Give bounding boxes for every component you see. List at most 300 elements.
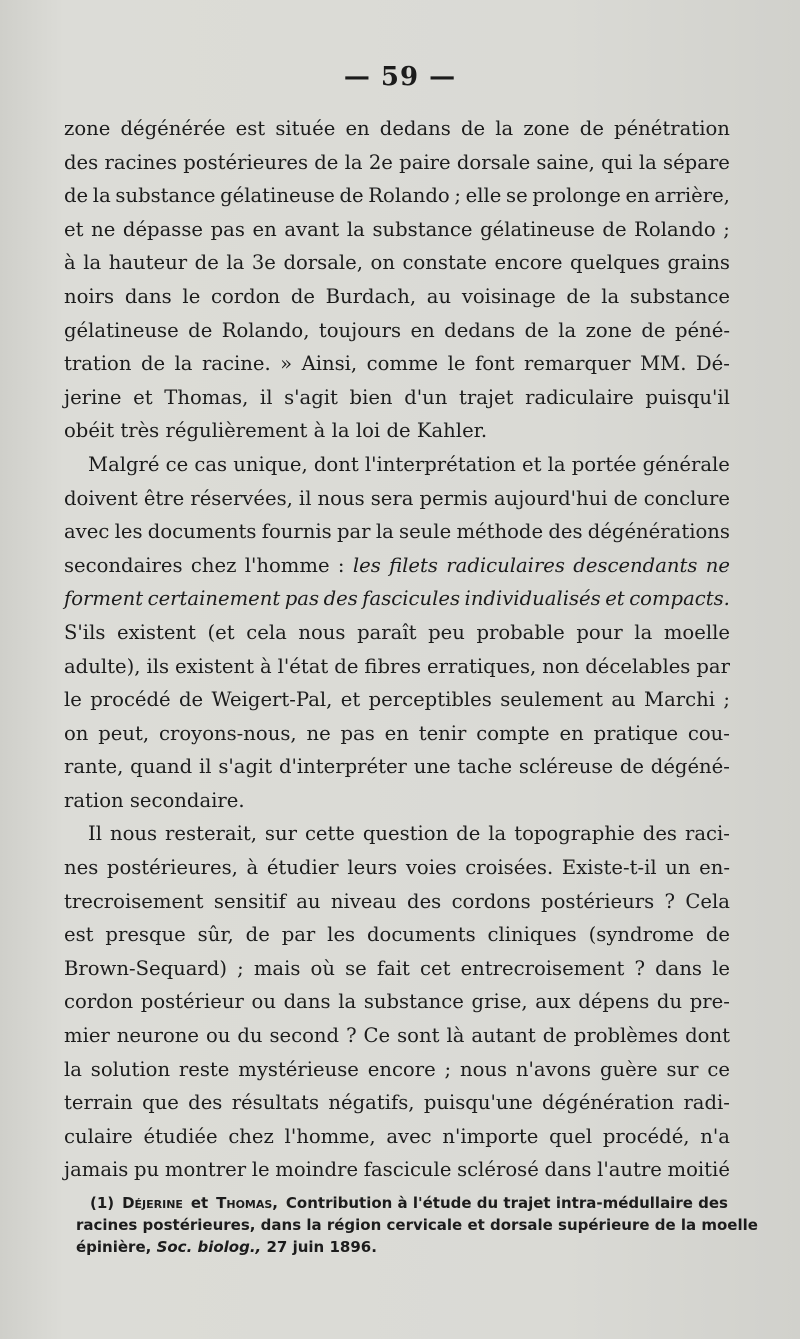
word: pénétration [614, 117, 730, 140]
word: la [344, 150, 363, 174]
word: individualisés [464, 587, 601, 611]
word: fascicule [363, 1158, 452, 1182]
word: fascicules [362, 587, 461, 611]
word: adulte), [64, 654, 141, 678]
word: unique, [233, 452, 308, 476]
word: dépens [578, 990, 650, 1014]
word: mystérieuse [238, 1057, 359, 1081]
text-line [64, 482, 730, 516]
word: les [352, 553, 381, 577]
word: zone [64, 117, 111, 140]
word: probable [476, 620, 565, 644]
word: tenir [418, 721, 467, 745]
word: question [362, 822, 449, 846]
text-line [64, 952, 730, 986]
word: substance [115, 184, 216, 208]
text-line [64, 213, 730, 247]
word: quelques [570, 251, 660, 275]
word: l'autre [597, 1158, 662, 1182]
word: au [611, 688, 636, 712]
word: le [64, 688, 82, 712]
word: de [386, 419, 411, 443]
word: là [446, 1024, 465, 1048]
text-line [64, 750, 730, 784]
word: conclure [643, 486, 730, 510]
word: au [296, 889, 321, 913]
text-line [64, 784, 730, 818]
word: un [665, 856, 691, 880]
word: secondaire. [129, 788, 245, 812]
word: guère [599, 1057, 658, 1081]
word: sûr, [197, 923, 234, 947]
word: du [237, 1024, 263, 1048]
word: au [426, 284, 452, 308]
word: documents [147, 520, 257, 544]
word: dégénération [542, 1091, 675, 1115]
word: avec [386, 1124, 432, 1148]
word: la [634, 620, 653, 644]
word: croisées. [465, 856, 554, 880]
text-line [64, 347, 730, 381]
word: cet [420, 956, 451, 980]
word: de [460, 117, 486, 140]
word: ration [64, 788, 124, 812]
word: dans [283, 990, 331, 1014]
word: croyons-nous, [158, 721, 297, 745]
word: de [194, 251, 219, 275]
word: tache [457, 755, 513, 779]
word: resterait, [165, 822, 257, 846]
footnote [76, 1192, 758, 1258]
word: la [601, 284, 620, 308]
word: neurone [116, 1024, 199, 1048]
word: Malgré [88, 452, 160, 476]
word: la [547, 452, 566, 476]
text-line [64, 1153, 730, 1187]
text-line [64, 985, 730, 1019]
word: arrière, [654, 184, 730, 208]
word: dégéné- [650, 755, 730, 779]
word: paire [399, 150, 451, 174]
word: ou [251, 990, 276, 1014]
word: elle [465, 184, 502, 208]
text-line [64, 885, 730, 919]
word: procédé [90, 688, 171, 712]
word: d'interpréter [278, 755, 407, 779]
footnote-text-3a: épinière, [76, 1238, 152, 1256]
word: toujours [318, 318, 402, 342]
word: jamais [64, 1158, 129, 1182]
text-line [64, 448, 730, 482]
footnote-author-2: Thomas, [216, 1194, 278, 1212]
word: voisinage [461, 284, 556, 308]
word: chez [228, 1124, 274, 1148]
text-line [64, 179, 730, 213]
word: grise, [471, 990, 528, 1014]
footnote-marker: (1) [90, 1194, 115, 1212]
word: racine. [201, 352, 271, 376]
word: s'agit [218, 755, 273, 779]
word: seule [399, 520, 452, 544]
word: à [259, 654, 272, 678]
word: puisqu'il [645, 385, 730, 409]
word: ce [707, 1057, 730, 1081]
word: ils [146, 654, 170, 678]
word: la [558, 318, 577, 342]
word: et [64, 217, 84, 241]
word: fibres [364, 654, 422, 678]
word: cela [246, 620, 287, 644]
word: (syndrome [588, 923, 694, 947]
word: niveau [330, 889, 397, 913]
word: : [337, 553, 345, 577]
word: nous [109, 822, 158, 846]
word: de [339, 184, 364, 208]
footnote-line-2 [76, 1214, 758, 1236]
word: aux [535, 990, 571, 1014]
word: sont [397, 1024, 440, 1048]
word: saine, [536, 150, 595, 174]
word: gélatineuse [480, 217, 595, 241]
footnote-text-2: racines postérieures, dans la région cervicale et dorsale supérieure de la moelle [76, 1216, 758, 1234]
word: pu [134, 1158, 160, 1182]
word: ? [664, 889, 676, 913]
text-line [64, 683, 730, 717]
word: de [524, 318, 549, 342]
text-line [64, 1019, 730, 1053]
word: des [548, 520, 583, 544]
word: racines [104, 150, 178, 174]
word: substance [372, 217, 473, 241]
word: ; [723, 688, 730, 712]
word: la [488, 822, 507, 846]
word: sera [370, 486, 414, 510]
text-line [64, 515, 730, 549]
word: trecroisement [64, 889, 204, 913]
text-line [64, 414, 730, 448]
word: dont [313, 452, 359, 476]
word: dont [685, 1024, 730, 1048]
word: de [619, 755, 644, 779]
word: du [656, 990, 683, 1014]
text-line [64, 616, 730, 650]
word: Burdach, [325, 284, 417, 308]
word: Marchi [644, 688, 716, 712]
word: de [579, 117, 604, 140]
word: puisqu'une [423, 1091, 533, 1115]
word: résultats [231, 1091, 320, 1115]
word: ce [165, 452, 189, 476]
word: comme [366, 352, 439, 376]
word: péné- [674, 318, 730, 342]
word: décelables [585, 654, 691, 678]
word: de [314, 150, 339, 174]
word: dépasse [122, 217, 203, 241]
word: cordon [211, 284, 281, 308]
word: est [235, 117, 266, 140]
word: quel [549, 1124, 593, 1148]
word: Dé- [695, 352, 730, 376]
word: 2e [368, 150, 393, 174]
word: cette [304, 822, 355, 846]
word: de [188, 318, 213, 342]
word: fournis [261, 520, 332, 544]
word: zone [523, 117, 570, 140]
word: moitié [667, 1158, 730, 1182]
word: il [259, 385, 273, 409]
word: la [346, 217, 365, 241]
word: dégénérations [587, 520, 730, 544]
word: la [92, 184, 111, 208]
word: il [198, 755, 212, 779]
word: pre- [689, 990, 730, 1014]
word: étudier [266, 856, 339, 880]
word: mier [64, 1024, 110, 1048]
word: ne [306, 721, 331, 745]
word: rante, [64, 755, 124, 779]
word: Rolando, [221, 318, 310, 342]
word: Kahler. [416, 419, 488, 443]
word: dorsale [456, 150, 531, 174]
word: l'état [277, 654, 329, 678]
word: se [506, 184, 528, 208]
word: de [245, 923, 270, 947]
text-line [64, 246, 730, 280]
word: le [712, 956, 730, 980]
text-line [64, 146, 730, 180]
word: que [142, 1091, 179, 1115]
word: nes [64, 856, 99, 880]
word: » [280, 352, 293, 376]
word: compte [476, 721, 550, 745]
word: sensitif [213, 889, 286, 913]
word: l'homme [244, 553, 330, 577]
word: de [705, 923, 730, 947]
word: postérieures [183, 150, 308, 174]
word: de [613, 486, 638, 510]
word: être [143, 486, 185, 510]
word: de [602, 217, 627, 241]
word: Cela [685, 889, 730, 913]
word: Ainsi, [301, 352, 358, 376]
footnote-title: Contribution à l'étude du trajet intra-médullaire des [285, 1194, 728, 1212]
word: constate [402, 251, 487, 275]
word: ne [705, 553, 730, 577]
word: dedans [379, 117, 451, 140]
word: est [64, 923, 94, 947]
text-line [64, 918, 730, 952]
word: le [182, 284, 201, 308]
word: noirs [64, 284, 115, 308]
word: culaire [64, 1124, 133, 1148]
word: d'un [404, 385, 448, 409]
word: dégénérée [120, 117, 226, 140]
word: de [64, 184, 89, 208]
word: 3e [251, 251, 276, 275]
word: seulement [500, 688, 603, 712]
word: ? [634, 956, 645, 980]
text-line [64, 1120, 730, 1154]
word: tration [64, 352, 132, 376]
word: à [246, 856, 259, 880]
word: solution [90, 1057, 171, 1081]
word: des [64, 150, 99, 174]
word: bien [349, 385, 393, 409]
word: le [447, 352, 466, 376]
word: encore [494, 251, 563, 275]
word: en [252, 217, 277, 241]
text-line [64, 381, 730, 415]
word: où [310, 956, 335, 980]
word: entrecroisement [460, 956, 625, 980]
word: et [605, 587, 625, 611]
word: MM. [640, 352, 687, 376]
word: Weigert-Pal, [211, 688, 333, 712]
word: pas [210, 217, 245, 241]
word: zone [585, 318, 632, 342]
word: et [133, 385, 153, 409]
word: ; [444, 1057, 452, 1081]
word: font [474, 352, 515, 376]
word: peu [428, 620, 465, 644]
word: par [696, 654, 730, 678]
word: en [384, 721, 409, 745]
word: filets [389, 553, 438, 577]
word: réservées, [190, 486, 293, 510]
word: sur [264, 822, 297, 846]
word: qui [601, 150, 633, 174]
word: dans [544, 1158, 592, 1182]
word: non [542, 654, 580, 678]
word: Existe-t-il [561, 856, 657, 880]
word: existent [175, 654, 254, 678]
word: Rolando [634, 217, 716, 241]
word: radiculaires [446, 553, 565, 577]
word: de [456, 822, 481, 846]
word: ou [205, 1024, 231, 1048]
word: existent [117, 620, 196, 644]
word: cordons [451, 889, 531, 913]
word: moindre [275, 1158, 359, 1182]
footnote-date: 27 juin 1896. [266, 1238, 377, 1256]
word: la [226, 251, 245, 275]
word: en- [699, 856, 730, 880]
word: portée [571, 452, 637, 476]
word: descendants [573, 553, 698, 577]
word: voies [405, 856, 457, 880]
word: erratiques, [427, 654, 537, 678]
word: de [179, 688, 204, 712]
footnote-line-3 [76, 1236, 728, 1258]
word: n'avons [515, 1057, 592, 1081]
word: postérieures, [106, 856, 238, 880]
word: scléreuse [518, 755, 614, 779]
footnote-line-1 [76, 1192, 728, 1214]
word: cordon [64, 990, 134, 1014]
word: paraît [357, 620, 417, 644]
word: par [336, 520, 371, 544]
word: mais [253, 956, 301, 980]
word: des [642, 822, 677, 846]
word: en [345, 117, 370, 140]
word: on [370, 251, 395, 275]
word: la [338, 990, 357, 1014]
word: avant [284, 217, 340, 241]
text-line [64, 314, 730, 348]
word: l'homme, [284, 1124, 376, 1148]
word: n'a [700, 1124, 730, 1148]
word: pratique [593, 721, 679, 745]
word: perceptibles [368, 688, 492, 712]
word: en [410, 318, 435, 342]
word: de [641, 318, 666, 342]
word: la [375, 520, 394, 544]
word: par [281, 923, 316, 947]
word: presque [105, 923, 186, 947]
word: de [290, 284, 315, 308]
text-line [64, 549, 730, 583]
text-line [64, 582, 730, 616]
word: certainement [147, 587, 281, 611]
footnote-author-1: Déjerine [122, 1194, 183, 1212]
word: ; [237, 956, 244, 980]
word: située [275, 117, 336, 140]
word: nous [317, 486, 365, 510]
word: peut, [98, 721, 150, 745]
word: il [298, 486, 312, 510]
word: documents [366, 923, 476, 947]
word: sépare [663, 150, 730, 174]
word: (et [207, 620, 235, 644]
text-line [64, 851, 730, 885]
word: jerine [64, 385, 122, 409]
word: à [64, 251, 76, 275]
word: gélatineuse [220, 184, 335, 208]
word: substance [363, 990, 464, 1014]
word: trajet [458, 385, 514, 409]
word: la [83, 251, 102, 275]
word: la [638, 150, 657, 174]
text-line [64, 1086, 730, 1120]
word: prolonge [532, 184, 621, 208]
word: remarquer [523, 352, 631, 376]
word: n'importe [442, 1124, 539, 1148]
footnote-journal: Soc. biolog., [156, 1238, 262, 1256]
word: loi [355, 419, 381, 443]
word: radiculaire [525, 385, 634, 409]
word: compacts. [629, 587, 730, 611]
word: hauteur [108, 251, 188, 275]
word: de [140, 352, 166, 376]
word: étudiée [143, 1124, 218, 1148]
word: terrain [64, 1091, 133, 1115]
word: très [120, 419, 160, 443]
word: et [522, 452, 542, 476]
word: obéit [64, 419, 115, 443]
word: second [269, 1024, 340, 1048]
word: ? [346, 1024, 357, 1048]
word: pas [340, 721, 375, 745]
word: on [64, 721, 89, 745]
word: fait [376, 956, 410, 980]
word: montrer [164, 1158, 247, 1182]
word: sur [666, 1057, 699, 1081]
word: raci- [684, 822, 730, 846]
word: la [174, 352, 193, 376]
word: dedans [444, 318, 516, 342]
text-line [64, 1053, 730, 1087]
word: cliniques [487, 923, 577, 947]
